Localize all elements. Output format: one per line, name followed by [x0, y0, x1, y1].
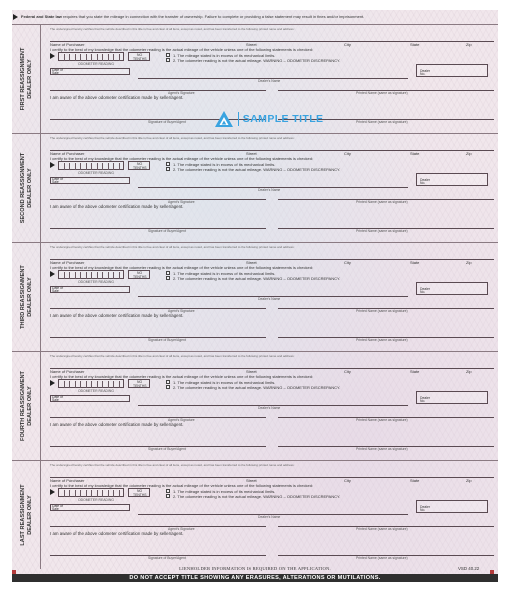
statement-1-text: 1. The mileage stated is in excess of its mechanical limits. — [173, 488, 276, 494]
sample-logo-icon — [214, 110, 234, 128]
signature-buyer-label: Signature of Buyer/Agent — [148, 228, 186, 233]
no-tenths-label-2: TENTHS — [133, 492, 147, 497]
agents-signature-label: Agent's Signature — [168, 417, 195, 422]
arrow-icon — [50, 380, 55, 386]
sample-title-watermark — [214, 110, 323, 128]
printed-name-2-label: Printed Name (same as signature) — [356, 337, 408, 342]
section-content — [42, 243, 498, 351]
section-label-line1: LAST REASSIGNMENT — [19, 484, 26, 546]
date-of-sale-box[interactable] — [50, 177, 130, 184]
reassignment-section-3 — [12, 242, 498, 351]
street-label: Street — [246, 259, 257, 265]
odometer-reading-box[interactable] — [58, 52, 124, 61]
arrow-icon — [50, 53, 55, 59]
purchaser-line[interactable] — [50, 41, 494, 42]
statement-2-checkbox[interactable] — [166, 385, 170, 389]
odometer-reading-box[interactable] — [58, 161, 124, 170]
transfer-statement: The undersigned hereby certifies that the vehicle described in this title is free and clear of all liens, except as noted, and has been transferred to the following printed name and address: — [50, 245, 295, 249]
erasure-warning-bar: DO NOT ACCEPT TITLE SHOWING ANY ERASURES, ALTERATIONS OR MUTILATIONS. — [12, 574, 498, 582]
date-of-sale-label-1: Date of — [52, 68, 63, 73]
section-label-line2: DEALER ONLY — [26, 168, 33, 208]
section-label-line1: FOURTH REASSIGNMENT — [19, 371, 26, 441]
arrow-icon — [50, 489, 55, 495]
city-label: City — [344, 368, 351, 374]
zip-label: Zip — [466, 41, 472, 47]
dealers-name-label: Dealer's Name — [258, 296, 281, 301]
agent-signature-line[interactable] — [50, 526, 266, 527]
date-of-sale-label-2: Sale — [52, 71, 59, 76]
printed-name-label: Printed Name (same as signature) — [356, 308, 408, 313]
dealer-no-label-2: No. — [420, 71, 426, 76]
dealer-no-label-1: Dealer — [420, 504, 430, 509]
dealer-no-label-2: No. — [420, 507, 426, 512]
watermark-text: SAMPLE TITLE — [242, 113, 324, 125]
date-of-sale-label-2: Sale — [52, 507, 59, 512]
statement-1-text: 1. The mileage stated is in excess of its mechanical limits. — [173, 52, 276, 58]
dealer-no-label-2: No. — [420, 289, 426, 294]
legal-notice — [12, 10, 498, 24]
zip-label: Zip — [466, 368, 472, 374]
odometer-reading-box[interactable] — [58, 488, 124, 497]
odometer-reading-label: ODOMETER READING — [78, 61, 114, 66]
transfer-statement: The undersigned hereby certifies that the vehicle described in this title is free and clear of all liens, except as noted, and has been transferred to the following printed name and address: — [50, 27, 295, 31]
no-tenths-label-2: TENTHS — [133, 56, 147, 61]
aware-statement: I am aware of the above odometer certification made by seller/agent. — [50, 204, 184, 209]
dealer-no-label-1: Dealer — [420, 286, 430, 291]
odometer-reading-box[interactable] — [58, 270, 124, 279]
no-tenths-label-2: TENTHS — [133, 274, 147, 279]
statement-1-checkbox[interactable] — [166, 380, 170, 384]
section-label-line2: DEALER ONLY — [26, 277, 33, 317]
agents-signature-label: Agent's Signature — [168, 308, 195, 313]
signature-buyer-label: Signature of Buyer/Agent — [148, 119, 186, 124]
name-of-purchaser-label: Name of Purchaser — [50, 150, 85, 156]
transfer-statement: The undersigned hereby certifies that the vehicle described in this title is free and clear of all liens, except as noted, and has been transferred to the following printed name and address: — [50, 354, 295, 358]
purchaser-line[interactable] — [50, 477, 494, 478]
dealer-no-label-1: Dealer — [420, 395, 430, 400]
aware-statement: I am aware of the above odometer certification made by seller/agent. — [50, 531, 184, 536]
statement-1-text: 1. The mileage stated is in excess of its mechanical limits. — [173, 379, 276, 385]
printed-name-label: Printed Name (same as signature) — [356, 90, 408, 95]
agent-signature-line[interactable] — [50, 308, 266, 309]
street-label: Street — [246, 368, 257, 374]
dealer-no-label-1: Dealer — [420, 68, 430, 73]
city-label: City — [344, 259, 351, 265]
date-of-sale-label-2: Sale — [52, 398, 59, 403]
no-tenths-label-2: TENTHS — [133, 383, 147, 388]
arrow-icon — [50, 162, 55, 168]
date-of-sale-label-2: Sale — [52, 289, 59, 294]
section-label-line1: SECOND REASSIGNMENT — [19, 152, 26, 224]
statement-1-checkbox[interactable] — [166, 53, 170, 57]
reassignment-section-2 — [12, 133, 498, 242]
signature-buyer-label: Signature of Buyer/Agent — [148, 555, 186, 560]
section-side-label — [12, 352, 41, 460]
no-tenths-label-1: NO — [137, 270, 143, 275]
dealer-number-box[interactable] — [416, 173, 488, 186]
odometer-reading-label: ODOMETER READING — [78, 170, 114, 175]
printed-name-label: Printed Name (same as signature) — [356, 417, 408, 422]
aware-statement: I am aware of the above odometer certification made by seller/agent. — [50, 313, 184, 318]
odometer-reading-label: ODOMETER READING — [78, 388, 114, 393]
name-of-purchaser-label: Name of Purchaser — [50, 41, 85, 47]
printed-name-2-label: Printed Name (same as signature) — [356, 446, 408, 451]
form-number: VSD 40.22 — [458, 566, 480, 571]
statement-2-checkbox[interactable] — [166, 167, 170, 171]
no-tenths-box — [128, 379, 150, 388]
date-of-sale-label-1: Date of — [52, 286, 63, 291]
printed-name-label: Printed Name (same as signature) — [356, 199, 408, 204]
section-side-label — [12, 243, 41, 351]
statement-2-text: 2. The odometer reading is not the actual mileage. WARNING – ODOMETER DISCREPANCY. — [173, 275, 341, 281]
date-of-sale-label-2: Sale — [52, 180, 59, 185]
section-side-label — [12, 25, 41, 133]
statement-2-text: 2. The odometer reading is not the actual mileage. WARNING – ODOMETER DISCREPANCY. — [173, 384, 341, 390]
no-tenths-label-1: NO — [137, 379, 143, 384]
no-tenths-box — [128, 161, 150, 170]
legal-notice-text: requires that you state the mileage in connection with the transfer of ownership. Failure to complete or providing a false statement may result in fines and/or imprisonment. — [61, 14, 365, 19]
dealers-name-label: Dealer's Name — [258, 514, 281, 519]
statement-1-text: 1. The mileage stated is in excess of its mechanical limits. — [173, 270, 276, 276]
signature-buyer-label: Signature of Buyer/Agent — [148, 446, 186, 451]
certify-statement: I certify to the best of my knowledge that the odometer reading is the actual mileage of the vehicle unless one of the following statements is checked: — [50, 264, 314, 270]
purchaser-line[interactable] — [50, 368, 494, 369]
dealer-number-box[interactable] — [416, 500, 488, 513]
aware-statement: I am aware of the above odometer certification made by seller/agent. — [50, 422, 184, 427]
no-tenths-box — [128, 270, 150, 279]
state-label: State — [410, 150, 420, 156]
printed-name-2-label: Printed Name (same as signature) — [356, 228, 408, 233]
date-of-sale-box[interactable] — [50, 286, 130, 293]
no-tenths-box — [128, 488, 150, 497]
name-of-purchaser-label: Name of Purchaser — [50, 477, 85, 483]
section-content — [42, 352, 498, 460]
dealer-number-box[interactable] — [416, 64, 488, 77]
odometer-reading-box[interactable] — [58, 379, 124, 388]
date-of-sale-box[interactable] — [50, 395, 130, 402]
statement-2-text: 2. The odometer reading is not the actual mileage. WARNING – ODOMETER DISCREPANCY. — [173, 493, 341, 499]
no-tenths-label-2: TENTHS — [133, 165, 147, 170]
printed-name-label: Printed Name (same as signature) — [356, 526, 408, 531]
statement-2-text: 2. The odometer reading is not the actual mileage. WARNING – ODOMETER DISCREPANCY. — [173, 57, 341, 63]
agents-signature-label: Agent's Signature — [168, 90, 195, 95]
zip-label: Zip — [466, 150, 472, 156]
agent-signature-line[interactable] — [50, 199, 266, 200]
section-label-line2: DEALER ONLY — [26, 386, 33, 426]
city-label: City — [344, 150, 351, 156]
section-label-line2: DEALER ONLY — [26, 495, 33, 535]
state-label: State — [410, 41, 420, 47]
street-label: Street — [246, 477, 257, 483]
date-of-sale-label-1: Date of — [52, 177, 63, 182]
no-tenths-label-1: NO — [137, 488, 143, 493]
date-of-sale-label-1: Date of — [52, 504, 63, 509]
transfer-statement: The undersigned hereby certifies that the vehicle described in this title is free and clear of all liens, except as noted, and has been transferred to the following printed name and address: — [50, 463, 295, 467]
statement-1-checkbox[interactable] — [166, 271, 170, 275]
odometer-reading-label: ODOMETER READING — [78, 279, 114, 284]
city-label: City — [344, 41, 351, 47]
signature-buyer-label: Signature of Buyer/Agent — [148, 337, 186, 342]
street-label: Street — [246, 41, 257, 47]
dealer-no-label-2: No. — [420, 398, 426, 403]
transfer-statement: The undersigned hereby certifies that the vehicle described in this title is free and clear of all liens, except as noted, and has been transferred to the following printed name and address: — [50, 136, 295, 140]
dealers-name-label: Dealer's Name — [258, 405, 281, 410]
purchaser-line[interactable] — [50, 259, 494, 260]
state-label: State — [410, 259, 420, 265]
statement-1-checkbox[interactable] — [166, 162, 170, 166]
printed-name-2-label: Printed Name (same as signature) — [356, 555, 408, 560]
statement-2-checkbox[interactable] — [166, 58, 170, 62]
street-label: Street — [246, 150, 257, 156]
section-label-line1: FIRST REASSIGNMENT — [19, 47, 26, 111]
dealer-no-label-2: No. — [420, 180, 426, 185]
agent-signature-line[interactable] — [50, 417, 266, 418]
certify-statement: I certify to the best of my knowledge that the odometer reading is the actual mileage of the vehicle unless one of the following statements is checked: — [50, 46, 314, 52]
section-side-label — [12, 461, 41, 569]
purchaser-line[interactable] — [50, 150, 494, 151]
date-of-sale-box[interactable] — [50, 504, 130, 511]
date-of-sale-label-1: Date of — [52, 395, 63, 400]
printed-name-2-label: Printed Name (same as signature) — [356, 119, 408, 124]
zip-label: Zip — [466, 477, 472, 483]
section-content — [42, 461, 498, 569]
state-label: State — [410, 368, 420, 374]
reassignment-section-4 — [12, 351, 498, 460]
no-tenths-label-1: NO — [137, 161, 143, 166]
legal-notice-bold: Federal and State law — [21, 14, 62, 19]
odometer-reading-label: ODOMETER READING — [78, 497, 114, 502]
name-of-purchaser-label: Name of Purchaser — [50, 368, 85, 374]
agents-signature-label: Agent's Signature — [168, 526, 195, 531]
title-reassignment-page — [12, 10, 498, 580]
no-tenths-box — [128, 52, 150, 61]
dealer-no-label-1: Dealer — [420, 177, 430, 182]
lienholder-notice: LIENHOLDER INFORMATION IS REQUIRED ON THE APPLICATION. — [179, 566, 331, 571]
dealer-number-box[interactable] — [416, 391, 488, 404]
certify-statement: I certify to the best of my knowledge that the odometer reading is the actual mileage of the vehicle unless one of the following statements is checked: — [50, 155, 314, 161]
agents-signature-label: Agent's Signature — [168, 199, 195, 204]
no-tenths-label-1: NO — [137, 52, 143, 57]
reassignment-section-5 — [12, 460, 498, 569]
section-side-label — [12, 134, 41, 242]
dealer-number-box[interactable] — [416, 282, 488, 295]
state-label: State — [410, 477, 420, 483]
zip-label: Zip — [466, 259, 472, 265]
arrow-icon — [50, 271, 55, 277]
agent-signature-line[interactable] — [50, 90, 266, 91]
statement-1-checkbox[interactable] — [166, 489, 170, 493]
statement-2-checkbox[interactable] — [166, 276, 170, 280]
aware-statement: I am aware of the above odometer certification made by seller/agent. — [50, 95, 184, 100]
name-of-purchaser-label: Name of Purchaser — [50, 259, 85, 265]
dealers-name-label: Dealer's Name — [258, 78, 281, 83]
date-of-sale-box[interactable] — [50, 68, 130, 75]
dealers-name-label: Dealer's Name — [258, 187, 281, 192]
statement-2-checkbox[interactable] — [166, 494, 170, 498]
arrow-icon — [13, 14, 18, 20]
statement-1-text: 1. The mileage stated is in excess of its mechanical limits. — [173, 161, 276, 167]
city-label: City — [344, 477, 351, 483]
section-label-line2: DEALER ONLY — [26, 59, 33, 99]
section-label-line1: THIRD REASSIGNMENT — [19, 265, 26, 329]
watermark-divider — [238, 112, 239, 126]
certify-statement: I certify to the best of my knowledge that the odometer reading is the actual mileage of the vehicle unless one of the following statements is checked: — [50, 373, 314, 379]
certify-statement: I certify to the best of my knowledge that the odometer reading is the actual mileage of the vehicle unless one of the following statements is checked: — [50, 482, 314, 488]
statement-2-text: 2. The odometer reading is not the actual mileage. WARNING – ODOMETER DISCREPANCY. — [173, 166, 341, 172]
section-content — [42, 134, 498, 242]
